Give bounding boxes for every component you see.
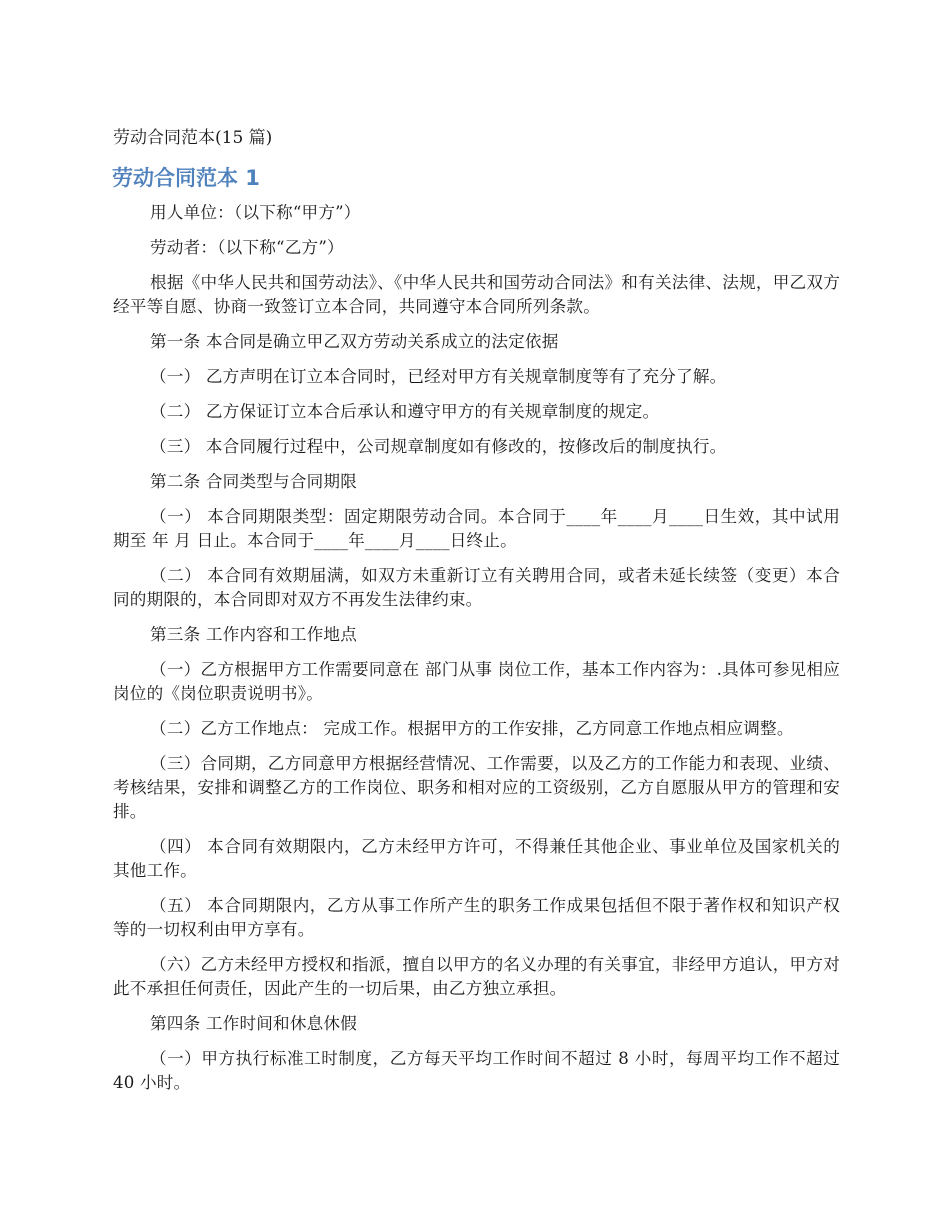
clause-paragraph: （三）合同期，乙方同意甲方根据经营情况、工作需要，以及乙方的工作能力和表现、业绩、考核结果，安排和调整乙方的工作岗位、职务和相对应的工资级别，乙方自愿服从甲方的管理和安排。 <box>113 754 840 821</box>
preamble-paragraph: 根据《中华人民共和国劳动法》、《中华人民共和国劳动合同法》和有关法律、法规，甲乙双方经平等自愿、协商一致签订立本合同，共同遵守本合同所列条款。 <box>113 273 840 316</box>
clause-paragraph: （五） 本合同期限内，乙方从事工作所产生的职务工作成果包括但不限于著作权和知识产权等的一切权利由甲方享有。 <box>113 896 840 939</box>
article-heading: 第四条 工作时间和休息休假 <box>150 1014 357 1033</box>
clause-paragraph: （一）乙方根据甲方工作需要同意在 部门从事 岗位工作，基本工作内容为：.具体可参见相应岗位的《岗位职责说明书》。 <box>113 660 840 703</box>
clause-paragraph: （二） 乙方保证订立本合后承认和遵守甲方的有关规章制度的规定。 <box>150 402 660 421</box>
article-heading: 第二条 合同类型与合同期限 <box>150 472 357 491</box>
article-heading: 第三条 工作内容和工作地点 <box>150 625 357 644</box>
clause-paragraph: （一）甲方执行标准工时制度，乙方每天平均工作时间不超过 8 小时，每周平均工作不超过 40 小时。 <box>113 1049 840 1092</box>
section-heading: 劳动合同范本 1 <box>112 166 260 190</box>
clause-paragraph: （二）乙方工作地点： 完成工作。根据甲方的工作安排，乙方同意工作地点相应调整。 <box>150 719 794 738</box>
clause-paragraph: （一） 乙方声明在订立本合同时，已经对甲方有关规章制度等有了充分了解。 <box>150 367 727 386</box>
clause-paragraph: （四） 本合同有效期限内，乙方未经甲方许可，不得兼任其他企业、事业单位及国家机关的其他工作。 <box>113 837 840 880</box>
document-body <box>113 201 840 1106</box>
document-title: 劳动合同范本(15 篇) <box>113 128 273 148</box>
clause-paragraph: （二） 本合同有效期届满，如双方未重新订立有关聘用合同，或者未延长续签（变更）本合同的期限的，本合同即对双方不再发生法律约束。 <box>113 566 840 609</box>
party-b-line: 劳动者：（以下称“乙方”） <box>150 238 344 257</box>
article-heading: 第一条 本合同是确立甲乙双方劳动关系成立的法定依据 <box>150 332 559 351</box>
clause-paragraph: （三） 本合同履行过程中，公司规章制度如有修改的，按修改后的制度执行。 <box>150 437 727 456</box>
clause-paragraph: （六）乙方未经甲方授权和指派，擅自以甲方的名义办理的有关事宜，非经甲方追认，甲方对此不承担任何责任，因此产生的一切后果，由乙方独立承担。 <box>113 955 840 998</box>
party-a-line: 用人单位：（以下称“甲方”） <box>150 203 361 222</box>
clause-paragraph: （一） 本合同期限类型：固定期限劳动合同。本合同于____年____月____日生效，其中试用期至 年 月 日止。本合同于____年____月____日终止。 <box>113 507 840 550</box>
